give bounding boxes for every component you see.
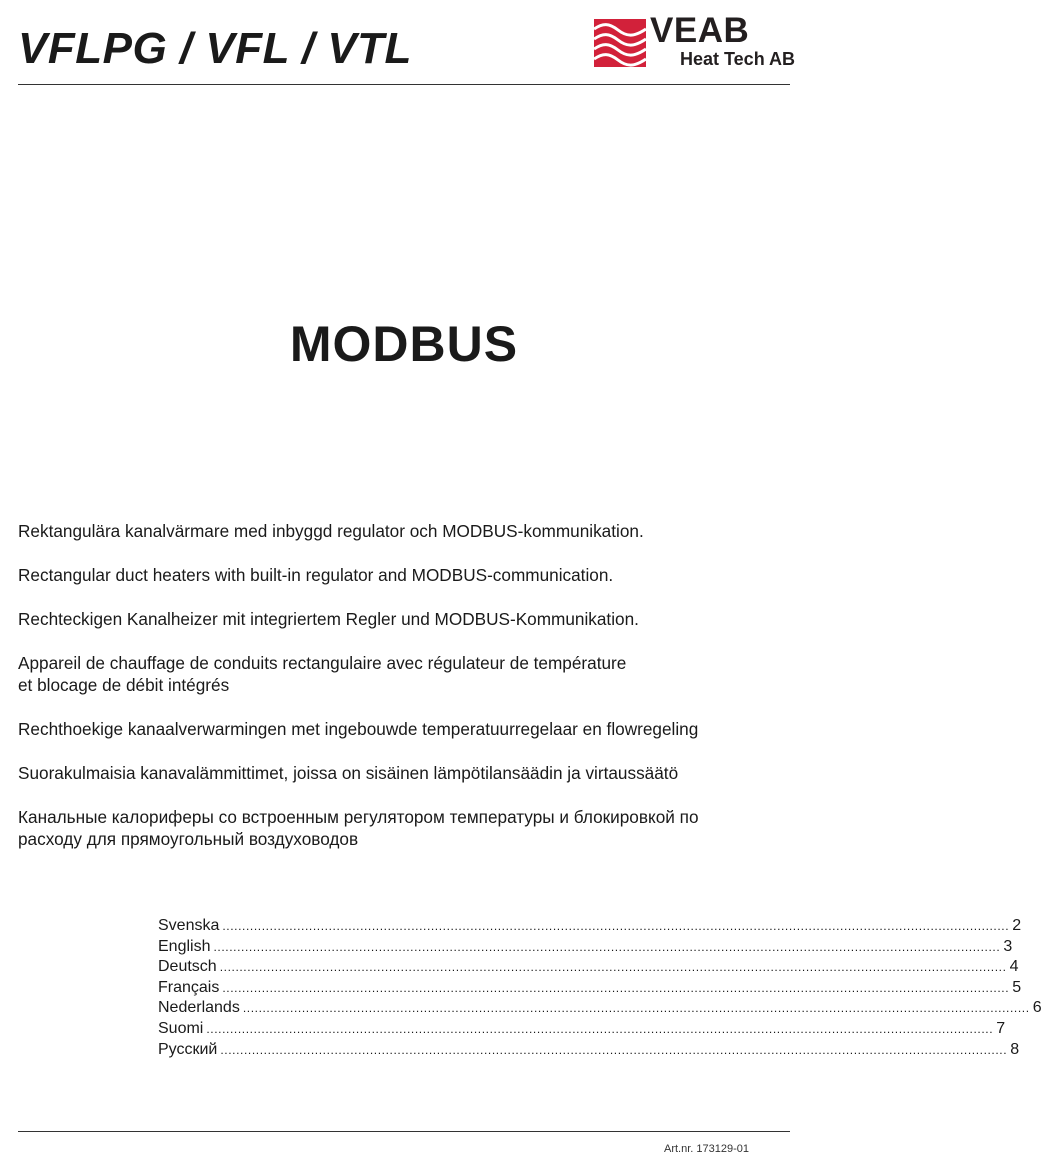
description-paragraph [18, 718, 793, 740]
description-line: Suorakulmaisia kanavalämmittimet, joissa on sisäinen lämpötilansäädin ja virtaussäätö [18, 763, 679, 783]
toc-leader-dots: ........................................................................................................................................................................................................ [220, 1042, 1008, 1057]
toc-leader-dots: ........................................................................................................................................................................................................ [213, 939, 1001, 954]
description-line: Rektangulära kanalvärmare med inbyggd regulator och MODBUS-kommunikation. [18, 521, 644, 541]
toc-leader-dots: ........................................................................................................................................................................................................ [219, 960, 1007, 975]
footer-divider [18, 1131, 790, 1132]
veab-logo [594, 11, 796, 71]
toc-page-number: 8 [1010, 1040, 1020, 1058]
description-line: et blocage de débit intégrés [18, 675, 230, 695]
toc-page-number: 5 [1012, 978, 1022, 996]
description-list [18, 520, 793, 872]
toc-label: Русский [158, 1040, 218, 1058]
toc-row[interactable] [158, 937, 1013, 958]
toc-page-number: 2 [1012, 917, 1022, 934]
toc-row[interactable] [158, 998, 1042, 1019]
toc-row[interactable] [158, 1019, 1006, 1040]
toc-label: Suomi [158, 1019, 204, 1037]
toc-page-number: 4 [1009, 958, 1019, 976]
table-of-contents [158, 916, 1042, 1060]
veab-wave-logo-icon [594, 19, 646, 67]
description-paragraph [18, 564, 793, 586]
toc-row[interactable] [158, 1040, 1020, 1061]
description-paragraph [18, 652, 793, 696]
description-line: Rechteckigen Kanalheizer mit integriertem Regler und MODBUS-Kommunikation. [18, 609, 639, 629]
description-paragraph [18, 608, 793, 630]
toc-label: Svenska [158, 917, 220, 934]
document-title: VFLPG / VFL / VTL [18, 24, 412, 73]
description-line: Rechthoekige kanaalverwarmingen met ingebouwde temperatuurregelaar en flowregeling [18, 719, 699, 739]
toc-label: Français [158, 978, 220, 996]
description-line: Appareil de chauffage de conduits rectangulaire avec régulateur de température [18, 653, 627, 673]
toc-label: English [158, 937, 211, 955]
toc-page-number: 3 [1003, 937, 1013, 955]
description-paragraph [18, 806, 793, 850]
description-paragraph [18, 520, 793, 542]
description-line: Канальные калориферы со встроенным регулятором температуры и блокировкой по [18, 807, 699, 827]
toc-leader-dots: ........................................................................................................................................................................................................ [222, 919, 1010, 933]
logo-name: VEAB [650, 11, 750, 50]
toc-page-number: 7 [996, 1019, 1006, 1037]
toc-row[interactable] [158, 916, 1022, 937]
toc-leader-dots: ........................................................................................................................................................................................................ [206, 1021, 994, 1036]
toc-page-number: 6 [1032, 999, 1042, 1017]
toc-label: Nederlands [158, 999, 240, 1017]
toc-leader-dots: ........................................................................................................................................................................................................ [242, 1001, 1030, 1016]
main-title: MODBUS [289, 316, 519, 372]
logo-subtitle: Heat Tech AB [680, 49, 796, 69]
toc-row[interactable] [158, 978, 1022, 999]
description-line: расходу для прямоугольный воздуховодов [18, 829, 359, 849]
toc-label: Deutsch [158, 958, 217, 976]
header-divider [18, 84, 790, 85]
description-paragraph [18, 762, 793, 784]
description-line: Rectangular duct heaters with built-in regulator and MODBUS-communication. [18, 565, 614, 585]
article-number: Art.nr. 173129-01 [663, 1143, 749, 1155]
toc-row[interactable] [158, 957, 1019, 978]
toc-leader-dots: ........................................................................................................................................................................................................ [222, 980, 1010, 995]
